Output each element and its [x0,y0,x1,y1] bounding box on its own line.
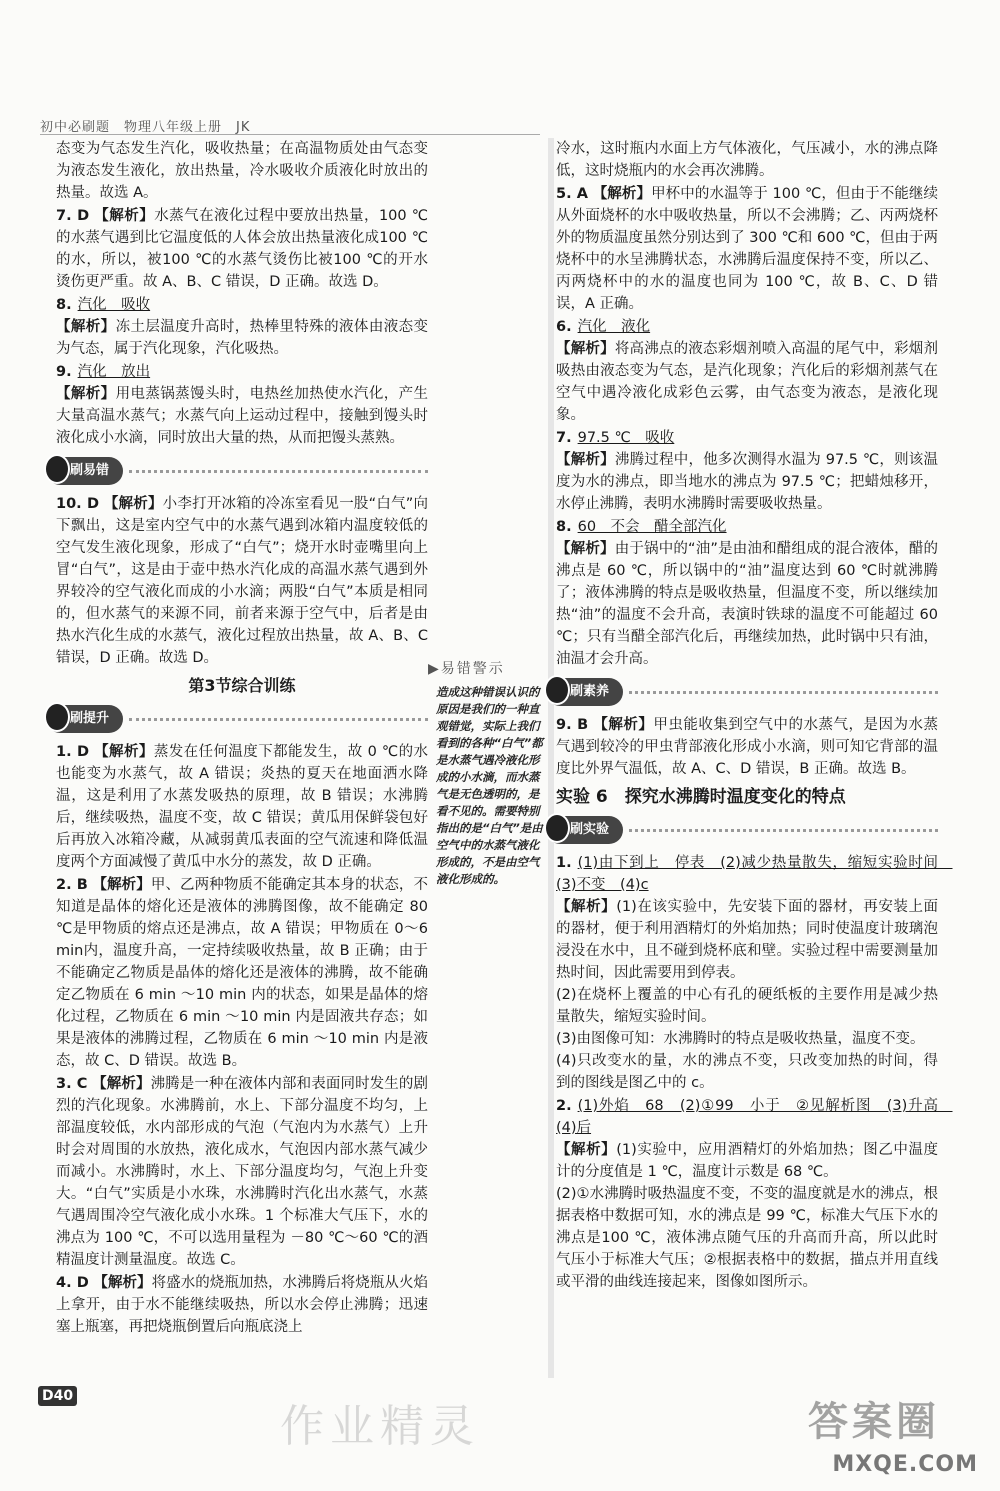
side-note-heading: 易错警示 [440,661,505,677]
paragraph: 态变为气态发生汽化，吸收热量；在高温物质处由气态变为液态发生液化，放出热量，冷水吸收介质液化时放出的热量。故选 A。 [56,141,428,201]
answer-4 [56,1272,428,1338]
banner-shuasuyang [546,678,938,706]
question-number: 1. [556,855,572,871]
question-number: 9. [56,364,72,380]
answer-2 [56,874,428,1072]
analysis-tag: 【解析】 [56,386,116,402]
answer-7 [56,205,428,293]
analysis-text: (2)①水沸腾时吸热温度不变，不变的温度就是水的沸点，根据表格中数据可知，水的沸点是 99 ℃，标准大气压下水的沸点是100 ℃，液体沸点随气压的升高而升高，所以此时气压小于标准大气压；②根据表格中的数据，描点并用直线或平滑的曲线连接起来，图像如图所示。 [556,1186,938,1290]
question-number: 1. D [56,744,90,760]
banner-shuayicuo [46,457,428,485]
answer-text: 汽化 放出 [77,364,151,380]
watermark-logo: 答案圈 [808,1399,940,1445]
answer-10 [56,493,428,669]
question-number: 7. D [56,208,90,224]
analysis-text: 小李打开冰箱的冷冻室看见一股“白气”向下飘出，这是室内空气中的水蒸气遇到冰箱内温度较低的空气发生液化现象，形成了“白气”；烧开水时壶嘴里向上冒“白气”，这是由于壶中热水汽化成的高温水蒸气遇到外界较冷的空气液化而成的小水滴；两股“白气”本质是相同的，但水蒸气的来源不同，前者来源于空气中，后者是由热水汽化生成的水蒸气，液化过程放出热量，故 A、B、C 错误，D 正确。故选 D。 [56,496,429,666]
analysis-tag: 【解析】 [592,186,652,202]
banner-label: 刷实验 [546,816,623,844]
analysis-tag: 【解析】 [556,452,615,468]
analysis-tag: 【解析】 [92,1076,151,1092]
watermark: 作业精灵 [280,1401,480,1452]
answer-text: 汽化 吸收 [77,297,151,313]
side-note-title [428,658,505,678]
experiment-answer-2 [556,1095,953,1293]
page-number: D40 [38,1386,77,1406]
answer-text: (1)由下到上 停表 (2)减少热量散失，缩短实验时间 (3)不变 (4)c [556,855,953,893]
analysis-text: 甲杯中的水温等于 100 ℃，但由于不能继续从外面烧杯的水中吸收热量，所以不会沸腾；乙、丙两烧杯外的物质温度虽然分别达到了 300 ℃和 600 ℃，但由于两烧杯中的水呈沸腾状态，水沸腾后温度保持不变，所以乙、丙两烧杯中的水的温度也同为 100 ℃，故 B、C、D 错误，A 正确。 [556,186,939,312]
dotted-rule [629,829,938,832]
analysis-tag: 【解析】 [556,1142,617,1158]
answer-7 [556,427,938,515]
analysis-tag: 【解析】 [556,899,617,915]
analysis-text: (3)由图像可知：水沸腾时的特点是吸收热量，温度不变。 [556,1031,925,1047]
analysis-text: (1)实验中，应用酒精灯的外焰加热；图乙中温度计的分度值是 1 ℃，温度计示数是 68 ℃。 [556,1142,938,1180]
analysis-text: 水蒸气在液化过程中要放出热量，100 ℃的水蒸气遇到比它温度低的人体会放出热量液化成100 ℃的水，所以，被100 ℃的水蒸气烫伤比被100 ℃的开水烫伤更严重。故 A、B、C 错误，D 正确。故选 D。 [56,208,428,290]
question-number: 8. [556,519,572,535]
analysis-text: (1)在该实验中，先安装下面的器材，再安装上面的器材，便于利用酒精灯的外焰加热；同时使温度计玻璃泡浸没在水中，且不碰到烧杯底和壁。实验过程中需要测量加热时间，因此需要用到停表。 [556,899,938,981]
analysis-text: 用电蒸锅蒸馒头时，电热丝加热使水汽化，产生大量高温水蒸气；水蒸气向上运动过程中，接触到馒头时液化成小水滴，同时放出大量的热，从而把馒头蒸熟。 [56,386,429,446]
analysis-tag: 【解析】 [56,319,116,335]
answer-8 [56,294,428,360]
left-column [56,138,428,1339]
analysis-text: 蒸发在任何温度下都能发生，故 0 ℃的水也能变为水蒸气，故 A 错误；炎热的夏天在地面洒水降温，这是利用了水蒸发吸热的原理，故 B 错误；水沸腾后，继续吸热，温度不变，故 C 错误；黄瓜用保鲜袋包好后再放入冰箱冷藏，从减弱黄瓜表面的空气流速和降低温度两个方面减慢了黄瓜中水分的蒸发，故 D 正确。 [56,744,429,870]
right-column [556,138,953,1294]
answer-5 [556,183,938,315]
analysis-tag: 【解析】 [556,541,615,557]
analysis-tag: 【解析】 [92,877,151,893]
paragraph: 冷水，这时瓶内水面上方气体液化，气压减小，水的沸点降低，这时烧瓶内的水会再次沸腾。 [556,141,938,179]
question-number: 9. B [556,717,589,733]
dotted-rule [629,691,938,694]
header-divider [40,134,540,135]
analysis-tag: 【解析】 [93,1275,152,1291]
analysis-text: 沸腾是一种在液体内部和表面同时发生的剧烈的汽化现象。水沸腾前，水上、下部分温度不均匀，上部温度较低，水内部形成的气泡（气泡内为水蒸气）上升时会对周围的水放热，液化成水，气泡因内部水蒸气减少而减小。水沸腾时，水上、下部分温度均匀，气泡上升变大。“白气”实质是小水珠，水沸腾时汽化出水蒸气，水蒸气遇周围冷空气液化成小水珠。1 个标准大气压下，水的沸点为 100 ℃，不可以选用量程为 －80 ℃～60 ℃的酒精温度计测量温度。故选 C。 [56,1076,429,1268]
question-number: 2. B [56,877,88,893]
answer-6 [556,316,938,426]
banner-label: 刷素养 [546,678,623,706]
analysis-text: 甲虫能收集到空气中的水蒸气，是因为水蒸气遇到较冷的甲虫背部液化形成小水滴，则可知它背部的温度比外界气温低，故 A、C、D 错误，B 正确。故选 B。 [556,717,939,777]
analysis-text: 将高沸点的液态彩烟剂喷入高温的尾气中，彩烟剂吸热由液态变为气态，是汽化现象；汽化后的彩烟剂蒸气在空气中遇冷液化成彩色云雾，由气态变为液态，是液化现象。 [556,341,939,423]
experiment-answer-1 [556,852,953,1094]
page-header: 初中必刷题 物理八年级上册 JK [40,120,251,135]
answer-text: 97.5 ℃ 吸收 [577,430,675,446]
question-number: 3. C [56,1076,88,1092]
analysis-text: 将盛水的烧瓶加热，水沸腾后将烧瓶从火焰上拿开，由于水不能继续吸热，所以水会停止沸腾；迅速塞上瓶塞，再把烧瓶倒置后向瓶底浇上 [56,1275,429,1335]
question-number: 2. [556,1098,572,1114]
question-number: 8. [56,297,72,313]
answer-9 [556,714,938,780]
answer-8 [556,516,938,670]
answer-text: 60 不会 醋全部汽化 [577,519,727,535]
analysis-tag: 【解析】 [94,744,154,760]
experiment-title: 实验 6 探究水沸腾时温度变化的特点 [556,787,846,807]
answer-9 [56,361,428,449]
question-number: 5. A [556,186,588,202]
analysis-text: (4)只改变水的量，水的沸点不变，只改变加热的时间，得到的图线是图乙中的 c。 [556,1053,938,1091]
banner-label: 刷易错 [46,457,123,485]
answer-1 [56,741,428,873]
question-number: 10. D [56,496,99,512]
analysis-text: 沸腾过程中，他多次测得水温为 97.5 ℃，则该温度为水的沸点，即当地水的沸点为 97.5 ℃；把蜡烛移开，水停止沸腾，表明水沸腾时需要吸收热量。 [556,452,938,512]
question-number: 4. D [56,1275,89,1291]
answer-text: (1)外焰 68 (2)①99 小于 ②见解析图 (3)升高 (4)后 [556,1098,953,1136]
question-number: 6. [556,319,572,335]
answer-3 [56,1073,428,1271]
analysis-tag: 【解析】 [556,341,615,357]
arrow-icon: ▶ [428,661,441,677]
banner-label: 刷提升 [46,705,123,733]
analysis-text: 甲、乙两种物质不能确定其本身的状态，不知道是晶体的熔化还是液体的沸腾图像，故不能确定 80 ℃是甲物质的熔点还是沸点，故 A 错误；甲物质在 0～6 min内，温度升高，一定持续吸收热量，故 B 正确；由于不能确定乙物质是晶体的熔化还是液体的沸腾，故不能确定乙物质在 6 min ～10 min 内的状态，如果是晶体的熔化过程，乙物质在 6 min ～10 min 内是固液共存态；如果是液体的沸腾过程，乙物质在 6 min ～10 min 内是液态，故 C、D 错误。故选 B。 [56,877,429,1069]
answer-text: 汽化 液化 [577,319,651,335]
watermark-url: MXQE.COM [832,1452,978,1477]
column-divider [548,138,554,1378]
question-number: 7. [556,430,572,446]
analysis-text: 冻土层温度升高时，热棒里特殊的液体由液态变为气态，属于汽化现象，汽化吸热。 [56,319,429,357]
dotted-rule [129,718,428,721]
analysis-text: 由于锅中的“油”是由油和醋组成的混合液体，醋的沸点是 60 ℃，所以锅中的“油”温度达到 60 ℃时就沸腾了；液体沸腾的特点是吸收热量，但温度不变，所以继续加热“油”的温度不会升高，表演时铁球的温度不可能超过 60 ℃；只有当醋全部汽化后，再继续加热，此时锅中只有油，油温才会升高。 [556,541,938,667]
dotted-rule [129,470,428,473]
analysis-tag: 【解析】 [593,717,654,733]
section-title: 第3节综合训练 [188,676,296,695]
analysis-tag: 【解析】 [103,496,163,512]
side-note: 造成这种错误认识的原因是我们的一种直观错觉，实际上我们看到的各种“白气”都是水蒸气遇冷液化形成的小水滴，而水蒸气是无色透明的，是看不见的。需要特别指出的是“白气”是由空气中的水蒸气液化形成的，不是由空气液化形成的。 [436,685,543,886]
analysis-text: (2)在烧杯上覆盖的中心有孔的硬纸板的主要作用是减少热量散失，缩短实验时间。 [556,987,938,1025]
banner-shuatisheng [46,705,428,733]
banner-shuashiyan [546,816,938,844]
analysis-tag: 【解析】 [94,208,155,224]
